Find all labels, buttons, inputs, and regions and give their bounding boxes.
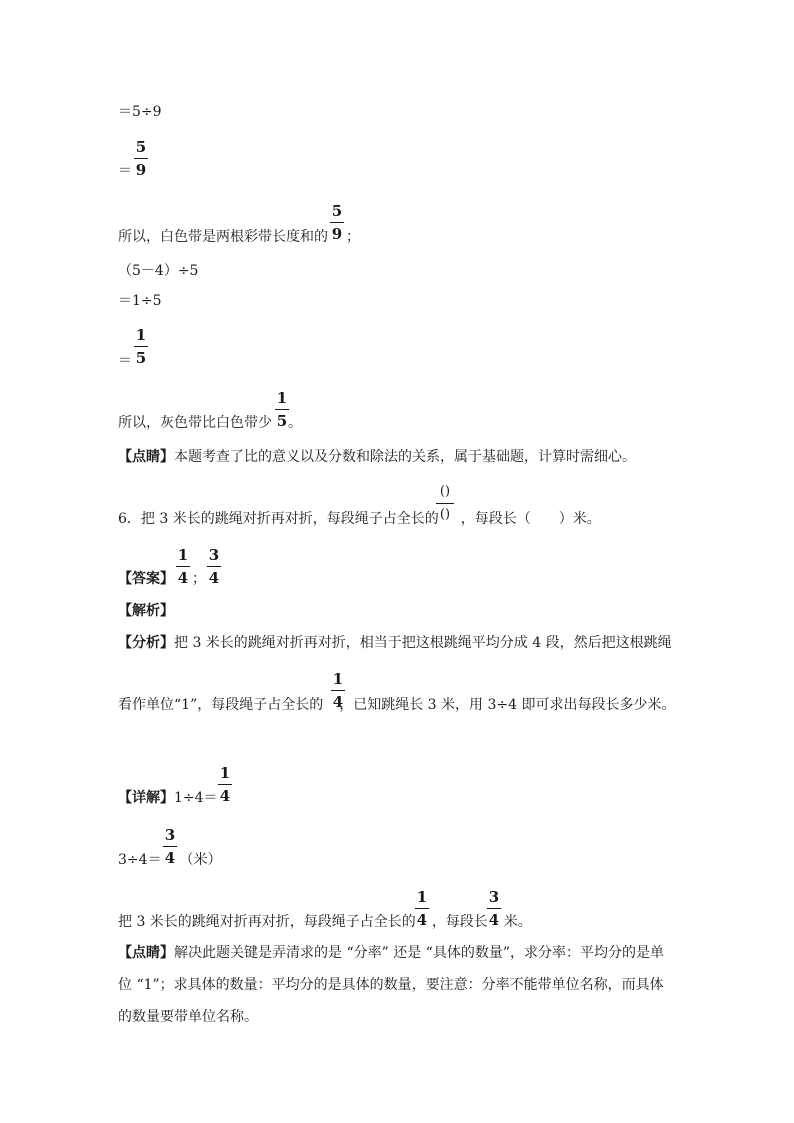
jiexi-line: 【解析】 (118, 603, 174, 619)
answer-line: 【答案】 ； (118, 571, 206, 587)
xiangjie-line: 【详解】1÷4＝ (118, 790, 218, 806)
fraction-5-9: $\frac{5}{9}$ (135, 138, 147, 179)
line-equals: ＝ (118, 163, 132, 179)
fraction-blank: () () (436, 483, 454, 524)
dianjing-2-line-3: 的数量要带单位名称。 (118, 1009, 258, 1025)
fraction-5-9-inline: $\frac{5}{9}$ (331, 202, 343, 243)
dianjing-2-line-2: 位 “1”；求具体的数量：平均分的是具体的数量，要注意：分率不能带单位名称，而具体 (118, 977, 664, 993)
question-6: 6．把 3 米长的跳绳对折再对折，每段绳子占全长的 ，每段长（ ）米。 (118, 511, 601, 527)
fraction-answer-3-4: $\frac{3}{4}$ (208, 546, 220, 587)
line-equals-2: ＝ (118, 353, 132, 369)
fraction-3-4-detail: $\frac{3}{4}$ (164, 826, 176, 867)
fenxi-line: 【分析】把 3 米长的跳绳对折再对折，相当于把这根跳绳平均分成 4 段，然后把这根跳绳 (118, 635, 672, 651)
line-gray-band: 所以，灰色带比白色带少 。 (118, 415, 302, 431)
fraction-3-4-final: $\frac{3}{4}$ (488, 888, 500, 929)
detail-line-3: 把 3 米长的跳绳对折再对折，每段绳子占全长的 ，每段长 米。 (118, 914, 532, 930)
dianjing-1: 【点睛】本题考查了比的意义以及分数和除法的关系，属于基础题，计算时需细心。 (118, 449, 636, 465)
fraction-1-4-detail: $\frac{1}{4}$ (219, 764, 231, 805)
fraction-1-5: $\frac{1}{5}$ (135, 326, 147, 367)
detail-line-2: 3÷4＝ （米） (118, 852, 222, 868)
fraction-1-4-fenxi: $\frac{1}{4}$ (332, 670, 344, 711)
fenxi-line-2: 看作单位“1”，每段绳子占全长的 ，已知跳绳长 3 米，用 3÷4 即可求出每段长多少米。 (118, 697, 676, 713)
fraction-1-4-final: $\frac{1}{4}$ (416, 888, 428, 929)
line-5-minus-4: （5－4）÷5 (118, 263, 199, 279)
line-white-band: 所以，白色带是两根彩带长度和的 ； (118, 229, 360, 245)
dianjing-2-line-1: 【点睛】解决此题关键是弄清求的是 “分率” 还是 “具体的数量”，求分率：平均分的是单 (118, 945, 664, 961)
fraction-1-5-inline: $\frac{1}{5}$ (276, 389, 288, 430)
line-1-div-5: ＝1÷5 (118, 293, 162, 309)
fraction-answer-1-4: $\frac{1}{4}$ (177, 546, 189, 587)
line-5-div-9: ＝5÷9 (118, 104, 162, 120)
